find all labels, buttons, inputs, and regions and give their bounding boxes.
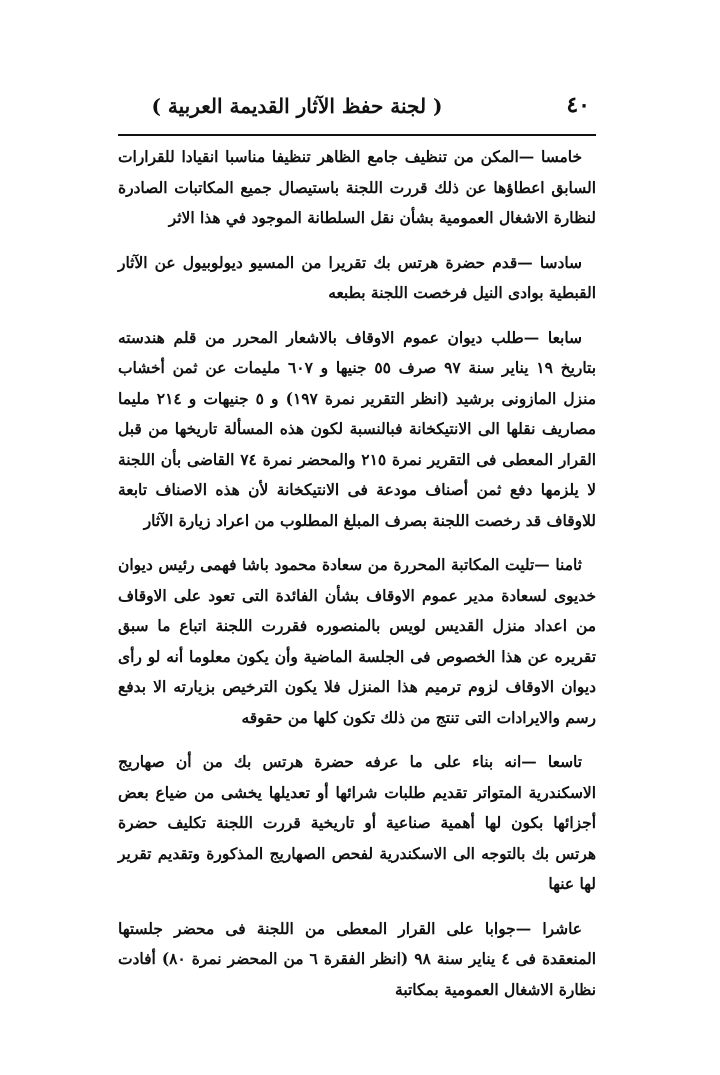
paragraph-label: ثامنا — [534,555,582,574]
page-body [118,142,596,1019]
page-header [118,88,596,128]
paragraph-text: جوابا على القرار المعطى من اللجنة فى محضر جلستها المنعقدة فى ٤ يناير سنة ٩٨ (انظر الفقرة ٦ من المحضر نمرة ٨٠) أفادت نظارة الاشغال العمومية بمكاتبة [118,918,596,999]
paragraph-label: خامسا — [518,147,582,166]
paragraph-text: قدم حضرة هرتس بك تقريرا من المسيو ديولوبيول عن الآثار القبطية بوادى النيل فرخصت اللجنة بطبعه [118,252,596,302]
paragraph-eighth [118,550,596,733]
page-number: ٤٠ [566,92,590,118]
paragraph-tenth [118,914,596,1006]
header-rule [118,134,596,136]
paragraph-text: طلب ديوان عموم الاوقاف بالاشعار المحرر من قلم هندسته بتاريخ ١٩ يناير سنة ٩٧ صرف ٥٥ جنيها و ٦٠٧ مليمات عن ثمن أخشاب منزل المازونى برشيد (انظر التقرير نمرة ١٩٧) و ٥ جنيهات و ٢١٤ مليما مصاريف نقلها الى الانتيكخانة فبالنسبة لكون هذه المسألة تاريخها من قبل القرار المعطى فى التقرير نمرة ٢١٥ والمحضر نمرة ٧٤ القاضى بأن اللجنة لا يلزمها دفع ثمن أصناف مودعة فى الانتيكخانة لأن هذه الاصناف تابعة للاوقاف قد رخصت اللجنة بصرف المبلغ المطلوب من اعراد زيارة الآثار [118,327,597,530]
paragraph-sixth [118,248,596,309]
paragraph-text: تليت المكاتبة المحررة من سعادة محمود باشا فهمى رئيس ديوان خديوى لسعادة مدير عموم الاوقاف بشأن الفائدة التى تعود على الاوقاف من اعداد منزل القديس لويس بالمنصوره فقررت اللجنة اتباع ما سبق تقريره عن هذا الخصوص فى الجلسة الماضية وأن يكون معلوما أنه لو رأى ديوان الاوقاف لزوم ترميم هذا المنزل فلا يكون الترخيص بزيارته الا بدفع رسم والايرادات التى تنتج من ذلك تكون كلها من حقوقه [118,555,596,727]
paragraph-label: عاشرا — [515,918,583,938]
paragraph-text: المكن من تنظيف جامع الظاهر تنظيفا مناسبا انقيادا للقرارات السابق اعطاؤها عن ذلك قررت اللجنة باستيصال جميع المكاتبات الصادرة لنظارة الاشغال العمومية بشأن نقل السلطانة الموجود في هذا الاثر [118,147,596,227]
paragraph-ninth [118,747,596,900]
paragraph-fifth [118,142,596,234]
running-title: ( لجنة حفظ الآثار القديمة العربية ) [151,94,443,118]
paragraph-label: تاسعا — [521,752,583,771]
paragraph-label: سابعا — [523,327,582,347]
paragraph-label: سادسا — [517,252,582,272]
paragraph-seventh [118,323,596,537]
paragraph-text: انه بناء على ما عرفه حضرة هرتس بك من أن صهاريج الاسكندرية المتواتر تقديم طلبات شرائها أو تعديلها يخشى من ضياع بعض أجزائها بكون لها أهمية صناعية أو تاريخية قررت اللجنة تكليف حضرة هرتس بك بالتوجه الى الاسكندرية لفحص الصهاريج المذكورة وتقديم تقرير لها عنها [118,752,596,893]
